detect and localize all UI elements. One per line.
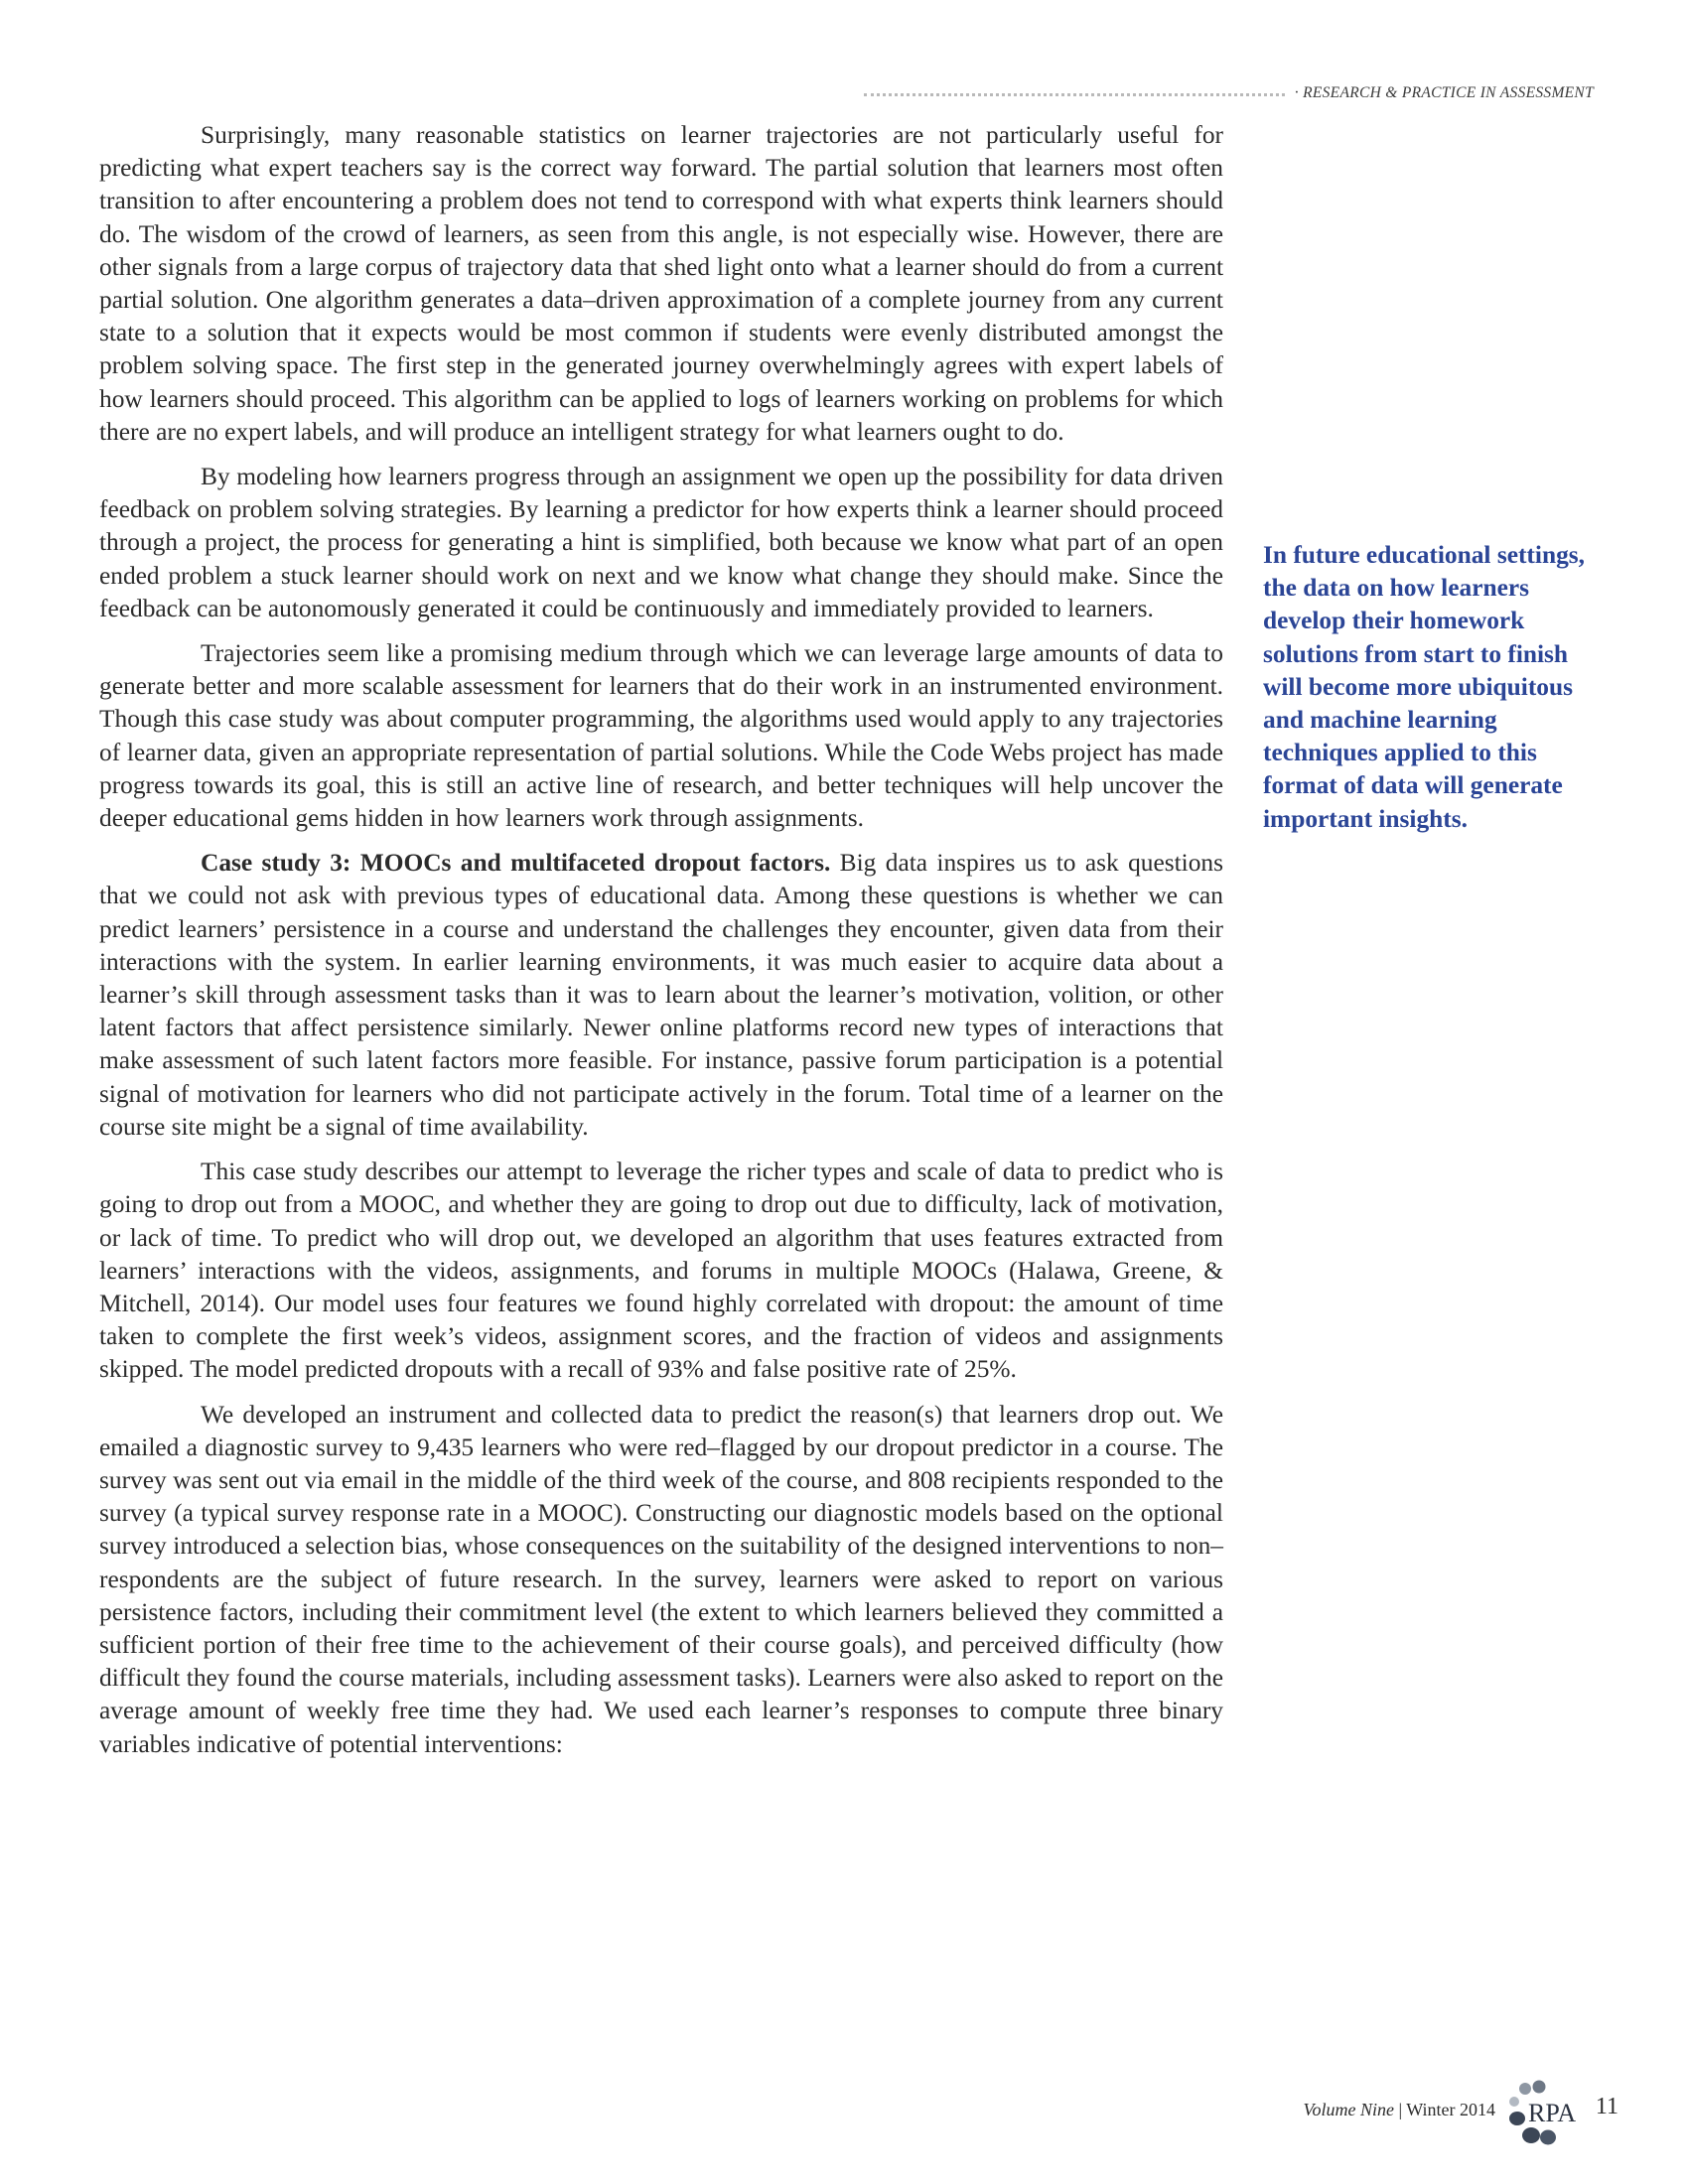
logo-text: RPA (1528, 2099, 1577, 2127)
paragraph-6: We developed an instrument and collected data to predict the reason(s) that learners drop out. We emailed a diagnostic survey to 9,435 learners who were red–flagged by our dropout predictor in a course. The survey was sent out via email in the middle of the third week of the course, and 808 recipients responded to the survey (a typical survey response rate in a MOOC). Constructing our diagnostic models based on the optional survey introduced a selection bias, whose consequences on the suitability of the designed interventions to non–respondents are the subject of future research. In the survey, learners were asked to report on various persistence factors, including their commitment level (the extent to which learners believed they committed a sufficient portion of their free time to the achievement of their course goals), and perceived difficulty (how difficult they found the course materials, including assessment tasks). Learners were also asked to report on the average amount of weekly free time they had. We used each learner’s responses to compute three binary variables indicative of potential interventions: (99, 1400, 1223, 1758)
paragraph-1: Surprisingly, many reasonable statistics on learner trajectories are not particularly useful for predicting what expert teachers say is the correct way forward. The partial solution that learners most often transition to after encountering a problem does not tend to correspond with what experts think learners should do. The wisdom of the crowd of learners, as seen from this angle, is not especially wise. However, there are other signals from a large corpus of trajectory data that shed light onto what a learner should do from a current partial solution. One algorithm generates a data–driven approximation of a complete journey from any current state to a solution that it expects would be most common if students were evenly distributed amongst the problem solving space. The first step in the generated journey overwhelmingly agrees with expert labels of how learners should proceed. This algorithm can be applied to logs of learners working on problems for which there are no expert labels, and will produce an intelligent strategy for what learners ought to do. (99, 121, 1223, 446)
page-number: 11 (1595, 2094, 1618, 2119)
paragraph-3: Trajectories seem like a promising medium through which we can leverage large amounts of data to generate better and more scalable assessment for learners that do their work in an instrumented environment. Though this case study was about computer programming, the algorithms used would apply to any trajectories of learner data, given an appropriate representation of partial solutions. While the Code Webs project has made progress towards its goal, this is still an active line of research, and better techniques will help uncover the deeper educational gems hidden in how learners work through assignments. (99, 639, 1223, 833)
volume-info (1303, 2100, 1495, 2120)
header-dot-leader (864, 93, 1285, 96)
volume-separator: | (1393, 2100, 1407, 2119)
journal-title: · RESEARCH & PRACTICE IN ASSESSMENT (1294, 84, 1594, 101)
body-text-column (99, 119, 1223, 1773)
season-label: Winter 2014 (1406, 2100, 1495, 2119)
paragraph-5: This case study describes our attempt to leverage the richer types and scale of data to predict who is going to drop out from a MOOC, and whether they are going to drop out due to difficulty, lack of motivation, or lack of time. To predict who will drop out, we developed an algorithm that uses features extracted from learners’ interactions with the videos, assignments, and forums in multiple MOOCs (Halawa, Greene, & Mitchell, 2014). Our model uses four features we found highly correlated with dropout: the amount of time taken to complete the first week’s videos, assignment scores, and the fraction of videos and assignments skipped. The model predicted dropouts with a recall of 93% and false positive rate of 25%. (99, 1158, 1223, 1384)
case-study-heading: Case study 3: MOOCs and multifaceted dropout factors. (201, 849, 831, 878)
volume-label: Volume Nine (1303, 2100, 1394, 2119)
running-header (864, 81, 1594, 105)
page-footer (1092, 2080, 1618, 2149)
paragraph-2: By modeling how learners progress through an assignment we open up the possibility for data driven feedback on problem solving strategies. By learning a predictor for how experts think a learner should proceed through a project, the process for generating a hint is simplified, both because we know what part of an open ended problem a stuck learner should work on next and we know what change they should make. Since the feedback can be autonomously generated it could be continuously and immediately provided to learners. (99, 463, 1223, 622)
rpa-logo-icon (1499, 2080, 1579, 2149)
pull-quote: In future educational settings, the data on how learners develop their homework solutions from start to finish will become more ubiquitous and machine learning techniques applied to this format of data will generate important insights. (1263, 541, 1585, 833)
paragraph-4 (99, 847, 1223, 1144)
paragraph-4-text: Big data inspires us to ask questions that we could not ask with previous types of educational data. Among these questions is whether we can predict learners’ persistence in a course and understand the challenges they encounter, given data from their interactions with the system. In earlier learning environments, it was much easier to acquire data about a learner’s skill through assessment tasks than it was to learn about the learner’s motivation, volition, or other latent factors that affect persistence similarly. Newer online platforms record new types of interactions that make assessment of such latent factors more feasible. For instance, passive forum participation is a potential signal of motivation for learners who did not participate actively in the forum. Total time of a learner on the course site might be a signal of time availability. (99, 849, 1223, 1141)
